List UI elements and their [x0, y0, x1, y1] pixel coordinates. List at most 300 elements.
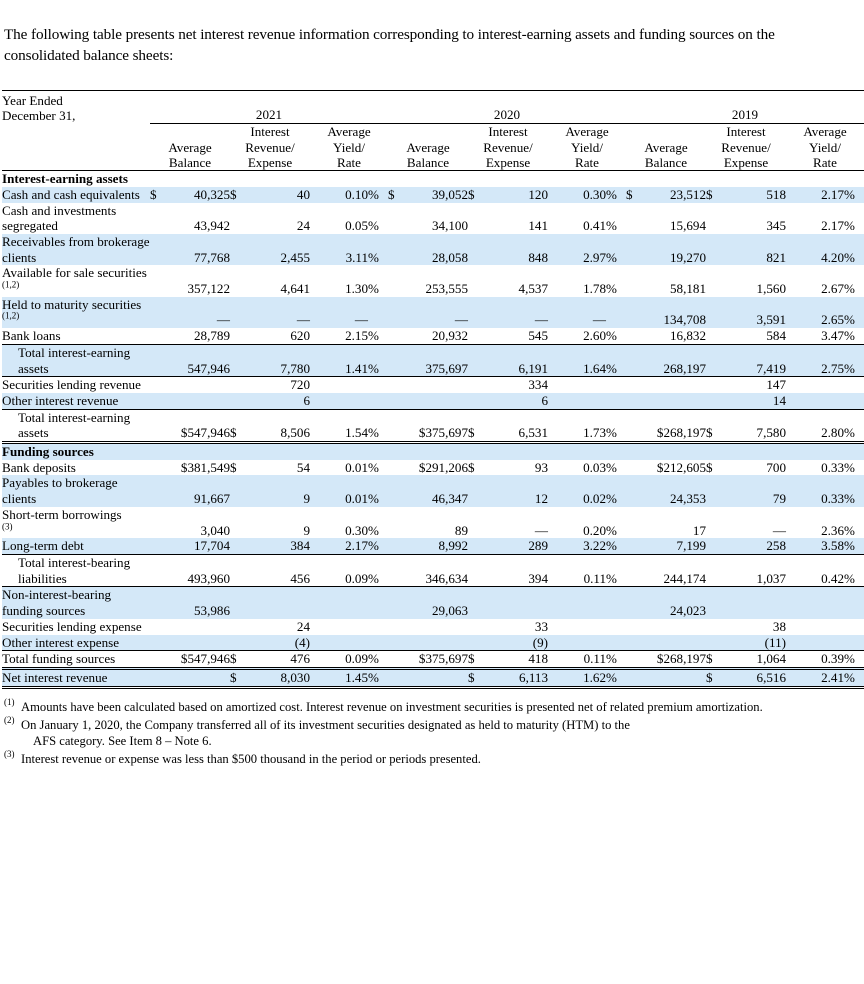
cell: [468, 393, 482, 409]
cell: [150, 475, 164, 506]
year-2021: 2021: [150, 93, 388, 124]
cell: 7,199: [676, 538, 706, 554]
cell: 0.33: [821, 491, 844, 507]
cell: $: [230, 186, 237, 202]
cell: %: [844, 538, 855, 554]
cell: [368, 297, 388, 328]
table-row-subtotal: [2, 344, 864, 376]
cell: [388, 393, 402, 409]
cell: 0.09: [310, 555, 368, 587]
cell: [468, 203, 482, 234]
row-label: Securities lending revenue: [2, 377, 141, 393]
cell: [844, 377, 864, 393]
cell: %: [844, 651, 864, 669]
cell: 2.67: [821, 281, 844, 297]
cell: 848: [528, 249, 548, 265]
cell: %: [606, 651, 626, 669]
cell: (11): [764, 634, 786, 650]
cell: [706, 475, 720, 506]
cell: [548, 587, 606, 619]
cell: 2.75: [786, 344, 844, 376]
cell: 7,780: [244, 344, 310, 376]
cell: [310, 619, 368, 635]
cell: [368, 587, 388, 619]
cell: 720: [290, 377, 310, 393]
cell: 120: [528, 186, 548, 202]
cell: %: [368, 538, 379, 554]
cell: 1.73: [548, 409, 606, 442]
cell: [230, 344, 244, 376]
cell: [388, 475, 402, 506]
cell: [468, 619, 482, 635]
table-row: [2, 475, 864, 506]
footnote-2-text: On January 1, 2020, the Company transferred all of its investment securities designated as held to maturity (HTM) to the: [21, 717, 630, 732]
cell: 289: [528, 538, 548, 554]
cell: [388, 328, 402, 344]
table-row-net: [2, 668, 864, 687]
cell: 0.01: [345, 491, 368, 507]
cell: 33: [534, 618, 548, 634]
cell: [150, 203, 164, 234]
cell: $291,206: [418, 459, 468, 475]
cell: [640, 668, 706, 687]
cell: —: [296, 312, 310, 328]
cell: 6,113: [482, 668, 548, 687]
cell: %: [368, 186, 379, 202]
cell: [626, 328, 640, 344]
cell: [150, 409, 164, 442]
cell: [230, 507, 244, 538]
cell: [388, 265, 402, 296]
table-row: [2, 443, 864, 460]
cell: [626, 203, 640, 234]
cell: [548, 619, 606, 635]
cell: 39,052: [431, 186, 468, 202]
cell: [150, 328, 164, 344]
cell: 476: [244, 651, 310, 669]
cell: [606, 393, 626, 409]
cell: $: [468, 459, 475, 475]
cell: $212,605: [656, 459, 706, 475]
cell: [230, 587, 244, 619]
cell: 15,694: [669, 218, 706, 234]
cell: [548, 393, 606, 409]
section-header-funding-sources: Funding sources: [2, 444, 94, 460]
cell: 0.30: [583, 186, 606, 202]
row-label: Bank deposits: [2, 459, 76, 475]
cell: [388, 507, 402, 538]
cell: [706, 377, 720, 393]
footnote-3: [4, 751, 796, 768]
col-2019-average-balance: Average Balance: [626, 124, 706, 171]
cell: 20,932: [431, 328, 468, 344]
cell: %: [606, 249, 617, 265]
cell: [230, 203, 244, 234]
cell: [368, 393, 388, 409]
cell: 91,667: [193, 491, 230, 507]
cell: 1.62: [548, 668, 606, 687]
cell: [786, 393, 844, 409]
cell: [402, 619, 468, 635]
cell: %: [844, 328, 855, 344]
cell: 40,325: [193, 186, 230, 202]
footnote-1-text: Amounts have been calculated based on amortized cost. Interest revenue on investment securities is presented net of related premium amortization.: [21, 699, 763, 714]
cell: [706, 619, 720, 635]
cell: [310, 635, 368, 651]
cell: —: [354, 312, 368, 328]
cell: 9: [303, 491, 310, 507]
cell: [388, 377, 402, 393]
cell: [626, 377, 640, 393]
footnote-1: [4, 696, 796, 716]
cell: $: [706, 651, 720, 669]
cell: 1,064: [720, 651, 786, 669]
cell: 147: [766, 377, 786, 393]
cell: [468, 328, 482, 344]
cell: %: [368, 328, 379, 344]
cell: 2.65: [821, 312, 844, 328]
row-label: Cash and cash equivalents: [2, 186, 140, 202]
cell: [844, 587, 864, 619]
cell: —: [216, 312, 230, 328]
table-row-subtotal: [2, 555, 864, 587]
cell: 2.15: [345, 328, 368, 344]
cell: 77,768: [193, 249, 230, 265]
cell: [388, 587, 402, 619]
cell: [548, 635, 606, 651]
column-header-stub-blank: [2, 124, 150, 171]
cell: [626, 409, 640, 442]
cell: [786, 587, 844, 619]
cell: [626, 651, 640, 669]
cell: 1.64: [548, 344, 606, 376]
cell: 700: [766, 459, 786, 475]
cell: [468, 265, 482, 296]
cell: [626, 538, 640, 554]
cell: [468, 377, 482, 393]
cell: 28,789: [193, 328, 230, 344]
table-row: [2, 297, 864, 328]
cell: %: [844, 186, 855, 202]
table-row: [2, 460, 864, 476]
cell: 134,708: [663, 312, 706, 328]
cell: [230, 538, 244, 554]
table-row-total: [2, 409, 864, 442]
cell: [606, 297, 626, 328]
cell: 0.11: [548, 651, 606, 669]
cell: 4,537: [518, 281, 548, 297]
cell: [468, 538, 482, 554]
cell: 518: [766, 186, 786, 202]
row-label: Payables to brokerage clients: [2, 475, 118, 507]
cell: %: [844, 459, 855, 475]
cell: $: [468, 186, 475, 202]
cell: [844, 635, 864, 651]
cell: [706, 635, 720, 651]
cell: 2.17: [345, 538, 368, 554]
cell: $: [150, 186, 157, 202]
cell: %: [606, 538, 617, 554]
cell: $268,197: [640, 651, 706, 669]
cell: %: [844, 281, 855, 297]
cell: 394: [482, 555, 548, 587]
cell: [786, 619, 844, 635]
footnote-2-marker: (2): [4, 714, 15, 725]
cell: 620: [290, 328, 310, 344]
cell: %: [368, 249, 379, 265]
cell: (9): [532, 634, 548, 650]
cell: [468, 475, 482, 506]
footnote-marker: (3): [2, 521, 13, 532]
cell: [230, 619, 244, 635]
cell: 40: [296, 186, 310, 202]
cell: 2.60: [583, 328, 606, 344]
cell: [706, 538, 720, 554]
cell: [230, 555, 244, 587]
cell: [548, 377, 606, 393]
cell: —: [592, 312, 606, 328]
year-header-row: [2, 93, 864, 124]
cell: 0.41: [583, 218, 606, 234]
cell: 9: [303, 522, 310, 538]
cell: [368, 377, 388, 393]
cell: %: [844, 409, 864, 442]
cell: 17,704: [193, 538, 230, 554]
cell: %: [606, 186, 617, 202]
table-row: [2, 507, 864, 538]
table-row: [2, 538, 864, 554]
cell: [706, 234, 720, 265]
cell: [468, 555, 482, 587]
cell: %: [606, 491, 617, 507]
cell: [388, 538, 402, 554]
cell: %: [606, 668, 626, 687]
cell: 0.39: [786, 651, 844, 669]
cell: %: [368, 651, 388, 669]
cell: 0.20: [583, 522, 606, 538]
cell: %: [368, 555, 388, 587]
cell: 357,122: [187, 281, 230, 297]
cell: %: [606, 459, 617, 475]
cell: [640, 635, 706, 651]
cell: 8,992: [438, 538, 468, 554]
cell: [468, 507, 482, 538]
cell: %: [368, 459, 379, 475]
footnote-3-marker: (3): [4, 749, 15, 760]
cell: [626, 668, 640, 687]
cell: 0.02: [583, 491, 606, 507]
footnote-marker: (1,2): [2, 279, 20, 290]
cell: 0.10: [345, 186, 368, 202]
cell: 244,174: [640, 555, 706, 587]
cell: 24: [296, 218, 310, 234]
cell: 24,353: [669, 491, 706, 507]
cell: $: [468, 651, 482, 669]
cell: [230, 265, 244, 296]
row-label: Short-term borrowings $^{(3)}$: [2, 506, 122, 532]
cell: 6: [303, 392, 310, 408]
cell: 89: [454, 522, 468, 538]
cell: 2.17: [821, 186, 844, 202]
cell: 38: [772, 618, 786, 634]
cell: [606, 587, 626, 619]
footnote-3-text: Interest revenue or expense was less than $500 thousand in the period or periods presented.: [21, 752, 481, 767]
cell: [150, 377, 164, 393]
cell: %: [844, 218, 855, 234]
row-label: Cash and investments segregated: [2, 202, 117, 234]
cell: 2.17: [821, 218, 844, 234]
cell: 2.36: [821, 522, 844, 538]
cell: 2.41: [786, 668, 844, 687]
cell: [388, 668, 402, 687]
cell: [150, 619, 164, 635]
cell: 8,030: [244, 668, 310, 687]
cell: [388, 409, 402, 442]
cell: 1.78: [583, 281, 606, 297]
cell: [150, 555, 164, 587]
cell: [230, 377, 244, 393]
cell: [468, 344, 482, 376]
document-page: [0, 15, 855, 984]
row-label: Held to maturity securities $^{(1,2)}$: [2, 296, 142, 322]
cell: $268,197: [640, 409, 706, 442]
cell: [310, 587, 368, 619]
cell: [626, 460, 640, 476]
stub-header: [2, 93, 150, 124]
cell: $: [230, 668, 244, 687]
col-2020-average-balance: Average Balance: [388, 124, 468, 171]
cell: 0.42: [786, 555, 844, 587]
cell: 3.22: [583, 538, 606, 554]
net-interest-revenue-table: [2, 90, 864, 688]
cell: [706, 344, 720, 376]
section-header-interest-earning-assets: Interest-earning assets: [2, 171, 128, 187]
cell: %: [368, 344, 388, 376]
cell: 24,023: [669, 603, 706, 619]
cell: %: [606, 522, 617, 538]
cell: 346,634: [402, 555, 468, 587]
cell: 53,986: [193, 603, 230, 619]
cell: 1.30: [345, 281, 368, 297]
cell: %: [844, 522, 855, 538]
cell: [626, 475, 640, 506]
cell: [388, 619, 402, 635]
cell: 253,555: [425, 281, 468, 297]
cell: [640, 377, 706, 393]
cell: [706, 393, 720, 409]
cell: 268,197: [640, 344, 706, 376]
cell: %: [844, 555, 864, 587]
cell: 2.80: [786, 409, 844, 442]
table-row: [2, 377, 864, 393]
cell: 384: [290, 538, 310, 554]
cell: [244, 587, 310, 619]
cell: 16,832: [669, 328, 706, 344]
cell: [626, 265, 640, 296]
cell: [786, 635, 844, 651]
cell: $: [230, 651, 244, 669]
year-2019: 2019: [626, 93, 864, 124]
cell: $: [468, 409, 482, 442]
cell: 547,946: [164, 344, 230, 376]
row-label: Total interest-bearing liabilities: [2, 555, 150, 587]
cell: 6,531: [482, 409, 548, 442]
cell: 23,512: [669, 186, 706, 202]
cell: —: [534, 312, 548, 328]
cell: [164, 619, 230, 635]
cell: 0.11: [548, 555, 606, 587]
row-label: Available for sale securities $^{(1,2)}$: [2, 265, 147, 290]
cell: [388, 555, 402, 587]
cell: [402, 377, 468, 393]
cell: 0.01: [345, 459, 368, 475]
cell: [706, 507, 720, 538]
cell: [606, 635, 626, 651]
cell: 7,580: [720, 409, 786, 442]
cell: [150, 668, 164, 687]
cell: [150, 297, 164, 328]
cell: [626, 344, 640, 376]
cell: [468, 234, 482, 265]
cell: 17: [692, 522, 706, 538]
cell: [150, 460, 164, 476]
cell: [368, 635, 388, 651]
cell: 375,697: [402, 344, 468, 376]
cell: 2.97: [583, 249, 606, 265]
cell: —: [534, 522, 548, 538]
cell: 1.41: [310, 344, 368, 376]
cell: 46,347: [431, 491, 468, 507]
table-row: [2, 619, 864, 635]
row-label: Bank loans: [2, 328, 61, 344]
cell: %: [368, 218, 379, 234]
cell: 3.47: [821, 328, 844, 344]
cell: %: [844, 249, 855, 265]
cell: 141: [528, 218, 548, 234]
cell: 545: [528, 328, 548, 344]
cell: 54: [296, 459, 310, 475]
cell: [706, 203, 720, 234]
cell: 6,191: [482, 344, 548, 376]
cell: [786, 377, 844, 393]
row-label: Other interest revenue: [2, 392, 119, 408]
cell: [150, 587, 164, 619]
cell: [230, 297, 244, 328]
table-row: [2, 587, 864, 619]
cell: 34,100: [431, 218, 468, 234]
year-2020: 2020: [388, 93, 626, 124]
cell: [388, 460, 402, 476]
cell: [150, 234, 164, 265]
cell: $: [706, 409, 720, 442]
cell: 2,455: [280, 249, 310, 265]
cell: [310, 393, 368, 409]
cell: 43,942: [193, 218, 230, 234]
cell: [626, 635, 640, 651]
cell: 456: [244, 555, 310, 587]
row-label: Long-term debt: [2, 538, 84, 554]
cell: [626, 393, 640, 409]
col-2019-average-yield-rate: Average Yield/ Rate: [786, 124, 864, 171]
cell: [468, 635, 482, 651]
cell: %: [606, 328, 617, 344]
intro-paragraph: The following table presents net interest revenue information corresponding to interest-earning assets and funding sources on the consolidated balance sheets:: [4, 26, 775, 65]
footnote-2: [4, 714, 796, 751]
footnotes-block: [0, 689, 800, 769]
cell: 0.05: [345, 218, 368, 234]
cell: 7,419: [720, 344, 786, 376]
cell: [402, 393, 468, 409]
